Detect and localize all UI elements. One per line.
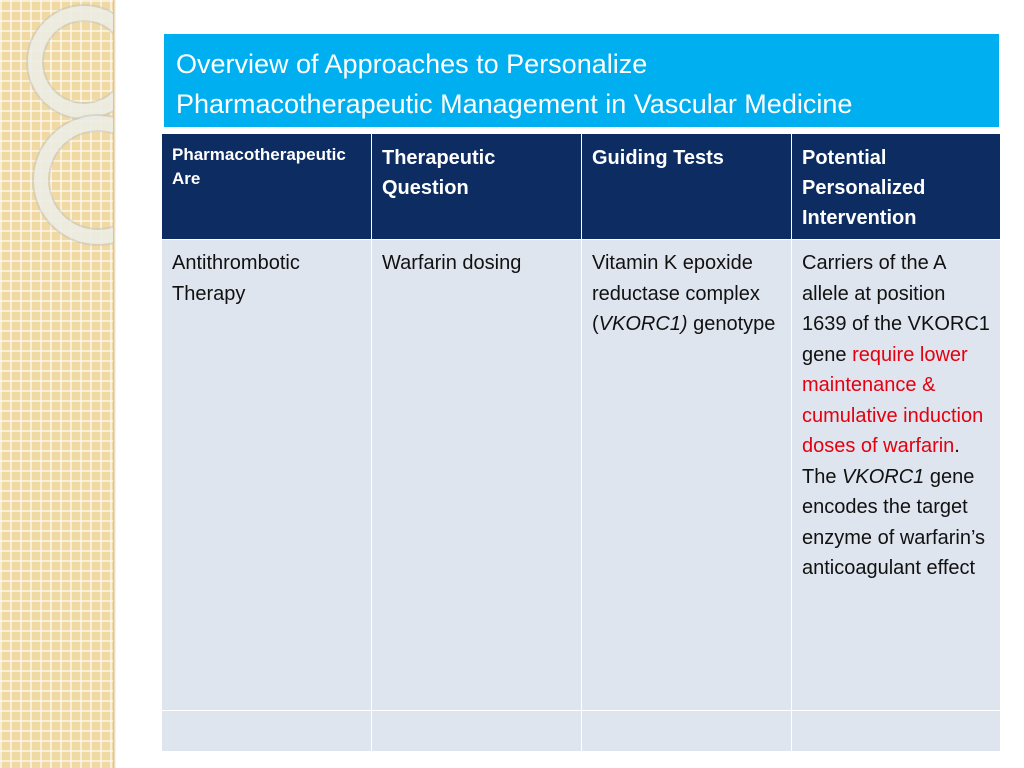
decorative-grid-strip [0, 0, 113, 768]
intervention-text: Carriers of the A allele at position 1639 of the VKORC1 gene [802, 252, 990, 366]
table-header-row [162, 134, 1001, 240]
intervention-text: gene encodes the target enzyme of warfarin’s anticoagulant effect [802, 465, 986, 579]
gene-name: VKORC1 [842, 465, 925, 488]
cell-question: Warfarin dosing [372, 240, 582, 711]
title-line-2: Pharmacotherapeutic Management in Vascular Medicine [176, 89, 853, 119]
tests-text: genotype [687, 313, 776, 335]
table-row-empty [162, 711, 1001, 752]
empty-cell [582, 711, 792, 752]
cell-area: Antithrombotic Therapy [162, 240, 372, 711]
empty-cell [372, 711, 582, 752]
empty-cell [162, 711, 372, 752]
decorative-ring [28, 6, 113, 118]
decorative-ring [34, 116, 113, 244]
cell-intervention [792, 240, 1001, 711]
gene-name: VKORC1) [598, 313, 688, 335]
column-header: Therapeutic Question [372, 134, 582, 240]
cell-tests [582, 240, 792, 711]
empty-cell [792, 711, 1001, 752]
intervention-text: . The [802, 435, 960, 488]
intervention-highlight: require lower maintenance & cumulative induction doses of warfarin [802, 343, 984, 457]
column-header: Pharmacotherapeutic Are [162, 134, 372, 240]
title-banner [164, 34, 999, 127]
table-row [162, 240, 1001, 711]
column-header: Potential Personalized Intervention [792, 134, 1001, 240]
tests-text: Vitamin K epoxide reductase complex ( [592, 252, 760, 335]
slide-title [176, 44, 987, 124]
title-line-1: Overview of Approaches to Personalize [176, 49, 648, 79]
strip-divider [113, 0, 116, 768]
column-header: Guiding Tests [582, 134, 792, 240]
overview-table [161, 133, 1001, 752]
